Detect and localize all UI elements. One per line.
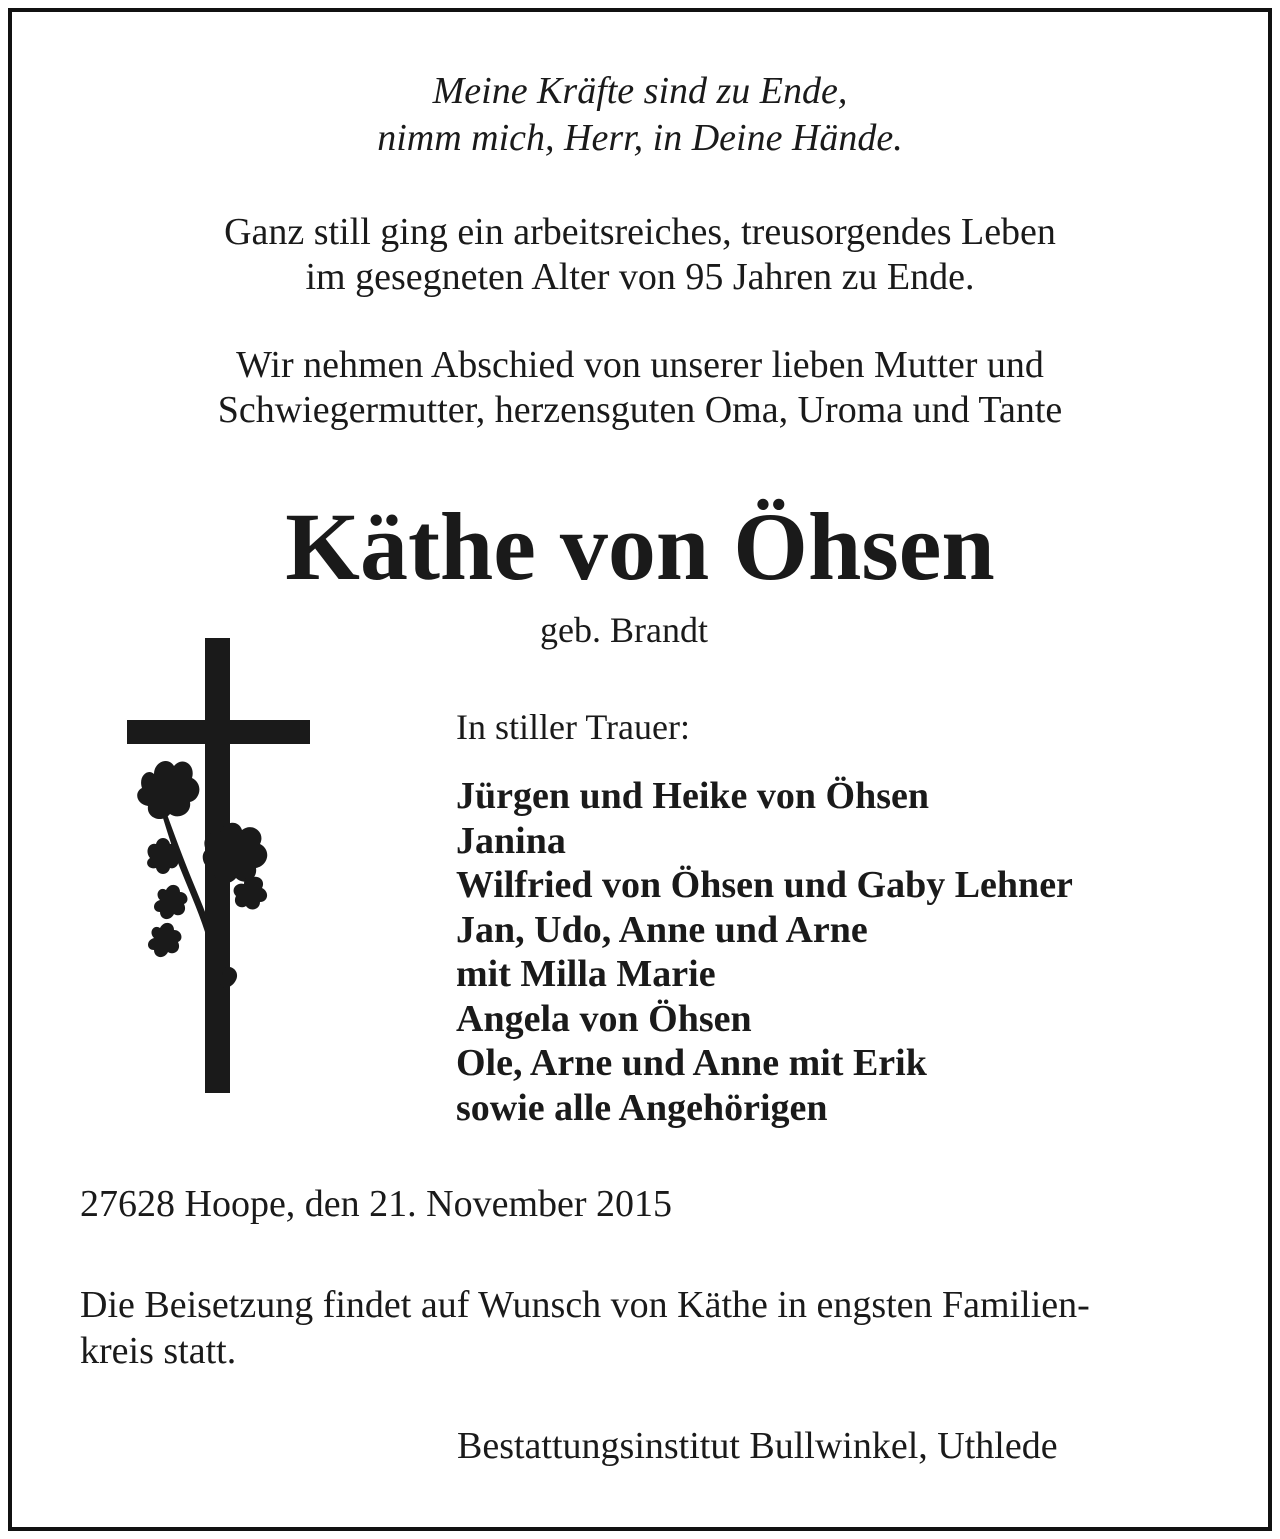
mourning-heading: In stiller Trauer: [456,707,690,747]
life-line-2: im gesegneten Alter von 95 Jahren zu Ende. [305,256,975,298]
deceased-name: Käthe von Öhsen [285,493,995,600]
mourner-line: sowie alle Angehörigen [456,1086,828,1129]
farewell-line-1: Wir nehmen Abschied von unserer lieben Mutter und [236,344,1044,386]
mourner-line: Janina [456,819,566,862]
mourner-line: mit Milla Marie [456,953,716,995]
burial-line-1: Die Beisetzung findet auf Wunsch von Käthe in engsten Familien- [80,1284,1090,1326]
mourners-list [456,774,1073,1130]
mourner-line: Ole, Arne und Anne mit Erik [456,1042,927,1084]
verse-line-1: Meine Kräfte sind zu Ende, [432,70,848,112]
mourner-line: Jan, Udo, Anne und Arne [456,908,868,951]
farewell-line-2: Schwiegermutter, herzensguten Oma, Uroma und Tante [217,389,1063,431]
burial-note [80,1282,1090,1374]
life-line-1: Ganz still ging ein arbeitsreiches, treusorgendes Leben [224,211,1056,253]
undertaker: Bestattungsinstitut Bullwinkel, Uthlede [457,1425,1058,1467]
life-paragraph [0,210,1280,300]
farewell-paragraph [0,343,1280,433]
cross-with-rose-icon [120,638,320,1098]
mourner-line: Wilfried von Öhsen und Gaby Lehner [456,864,1073,906]
place-and-date: 27628 Hoope, den 21. November 2015 [80,1183,673,1225]
mourner-line: Jürgen und Heike von Öhsen [456,775,929,817]
verse [0,68,1280,162]
verse-line-2: nimm mich, Herr, in Deine Hände. [377,117,903,159]
maiden-name: geb. Brandt [540,610,708,650]
burial-line-2: kreis statt. [80,1330,237,1372]
mourner-line: Angela von Öhsen [456,997,752,1040]
